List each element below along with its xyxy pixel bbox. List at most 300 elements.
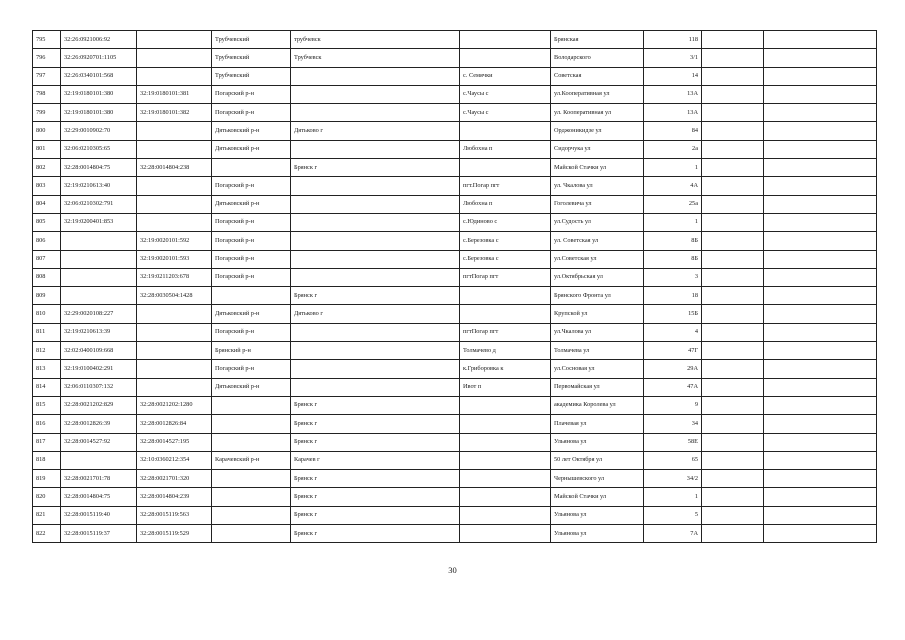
cell-settlement bbox=[460, 396, 551, 414]
cell-extra-2 bbox=[764, 122, 877, 140]
cell-cadastral-number-2 bbox=[137, 31, 212, 49]
cell-district: Погарский р-н bbox=[212, 213, 291, 231]
cell-settlement bbox=[460, 159, 551, 177]
cell-house-number: 25а bbox=[644, 195, 702, 213]
cell-extra-2 bbox=[764, 195, 877, 213]
cell-row-number: 806 bbox=[33, 232, 61, 250]
cell-cadastral-number-2 bbox=[137, 213, 212, 231]
cell-row-number: 805 bbox=[33, 213, 61, 231]
cell-cadastral-number: 32:28:0015119:40 bbox=[61, 506, 137, 524]
table-row bbox=[33, 49, 877, 67]
cell-street: Ульянова ул bbox=[551, 525, 644, 543]
property-table-body bbox=[33, 31, 877, 543]
cell-street: Брянская bbox=[551, 31, 644, 49]
cell-district: Погарский р-н bbox=[212, 104, 291, 122]
table-row bbox=[33, 250, 877, 268]
cell-street: ул. Советская ул bbox=[551, 232, 644, 250]
cell-district: Дятьковский р-н bbox=[212, 122, 291, 140]
cell-district: Погарский р-н bbox=[212, 232, 291, 250]
cell-extra-1 bbox=[702, 305, 764, 323]
cell-row-number: 815 bbox=[33, 396, 61, 414]
cell-district: Трубчевский bbox=[212, 67, 291, 85]
cell-city bbox=[291, 378, 460, 396]
cell-row-number: 818 bbox=[33, 451, 61, 469]
cell-district bbox=[212, 415, 291, 433]
cell-city bbox=[291, 177, 460, 195]
cell-row-number: 796 bbox=[33, 49, 61, 67]
cell-extra-1 bbox=[702, 342, 764, 360]
cell-row-number: 820 bbox=[33, 488, 61, 506]
cell-house-number: 1 bbox=[644, 488, 702, 506]
cell-street: академика Королева ул bbox=[551, 396, 644, 414]
cell-extra-1 bbox=[702, 140, 764, 158]
cell-row-number: 799 bbox=[33, 104, 61, 122]
cell-extra-1 bbox=[702, 31, 764, 49]
cell-cadastral-number: 32:19:0210613:40 bbox=[61, 177, 137, 195]
cell-cadastral-number-2: 32:19:0020101:593 bbox=[137, 250, 212, 268]
cell-extra-1 bbox=[702, 360, 764, 378]
cell-row-number: 809 bbox=[33, 287, 61, 305]
cell-settlement: Любохна п bbox=[460, 140, 551, 158]
cell-cadastral-number-2: 32:19:0211203:678 bbox=[137, 268, 212, 286]
cell-settlement: пгтПогар пгт bbox=[460, 268, 551, 286]
cell-extra-2 bbox=[764, 433, 877, 451]
cell-house-number: 65 bbox=[644, 451, 702, 469]
cell-city bbox=[291, 250, 460, 268]
cell-extra-1 bbox=[702, 287, 764, 305]
cell-street: ул. Кооперативная ул bbox=[551, 104, 644, 122]
table-row bbox=[33, 232, 877, 250]
cell-extra-1 bbox=[702, 177, 764, 195]
cell-settlement: с.Чаусы с bbox=[460, 85, 551, 103]
table-row bbox=[33, 323, 877, 341]
cell-city: Брянск г bbox=[291, 396, 460, 414]
cell-row-number: 803 bbox=[33, 177, 61, 195]
cell-house-number: 34 bbox=[644, 415, 702, 433]
cell-city bbox=[291, 360, 460, 378]
cell-cadastral-number: 32:28:0015119:37 bbox=[61, 525, 137, 543]
cell-row-number: 819 bbox=[33, 470, 61, 488]
table-row bbox=[33, 360, 877, 378]
cell-house-number: 9 bbox=[644, 396, 702, 414]
cell-house-number: 5 bbox=[644, 506, 702, 524]
cell-city: Брянск г bbox=[291, 159, 460, 177]
cell-cadastral-number-2 bbox=[137, 49, 212, 67]
cell-row-number: 814 bbox=[33, 378, 61, 396]
cell-city: Брянск г bbox=[291, 433, 460, 451]
cell-settlement bbox=[460, 287, 551, 305]
cell-extra-2 bbox=[764, 213, 877, 231]
cell-extra-2 bbox=[764, 525, 877, 543]
cell-city: Карачев г bbox=[291, 451, 460, 469]
cell-city bbox=[291, 85, 460, 103]
cell-extra-2 bbox=[764, 177, 877, 195]
cell-cadastral-number: 32:06:0110307:132 bbox=[61, 378, 137, 396]
cell-settlement bbox=[460, 470, 551, 488]
table-row bbox=[33, 433, 877, 451]
cell-house-number: 1 bbox=[644, 159, 702, 177]
cell-cadastral-number-2: 32:19:0180101:381 bbox=[137, 85, 212, 103]
table-row bbox=[33, 396, 877, 414]
cell-row-number: 811 bbox=[33, 323, 61, 341]
cell-extra-1 bbox=[702, 104, 764, 122]
cell-extra-2 bbox=[764, 85, 877, 103]
page-number: 30 bbox=[448, 565, 457, 575]
cell-house-number: 15Б bbox=[644, 305, 702, 323]
cell-house-number: 14 bbox=[644, 67, 702, 85]
cell-district bbox=[212, 506, 291, 524]
cell-extra-2 bbox=[764, 250, 877, 268]
table-row bbox=[33, 378, 877, 396]
cell-settlement bbox=[460, 451, 551, 469]
cell-cadastral-number-2: 32:19:0180101:382 bbox=[137, 104, 212, 122]
cell-cadastral-number-2: 32:28:0012826:84 bbox=[137, 415, 212, 433]
cell-settlement bbox=[460, 31, 551, 49]
cell-cadastral-number: 32:28:0014804:75 bbox=[61, 159, 137, 177]
cell-settlement bbox=[460, 433, 551, 451]
cell-extra-1 bbox=[702, 506, 764, 524]
cell-house-number: 84 bbox=[644, 122, 702, 140]
cell-house-number: 13А bbox=[644, 85, 702, 103]
cell-cadastral-number: 32:19:0210613:39 bbox=[61, 323, 137, 341]
cell-extra-2 bbox=[764, 268, 877, 286]
cell-cadastral-number: 32:28:0012826:39 bbox=[61, 415, 137, 433]
cell-street: Сидорчука ул bbox=[551, 140, 644, 158]
cell-row-number: 812 bbox=[33, 342, 61, 360]
table-row bbox=[33, 488, 877, 506]
cell-settlement: к.Гриборовка к bbox=[460, 360, 551, 378]
cell-extra-2 bbox=[764, 140, 877, 158]
cell-district: Дятьковский р-н bbox=[212, 140, 291, 158]
cell-street: ул.Кооперативная ул bbox=[551, 85, 644, 103]
table-row bbox=[33, 451, 877, 469]
cell-settlement bbox=[460, 122, 551, 140]
cell-cadastral-number: 32:26:0921006:92 bbox=[61, 31, 137, 49]
cell-settlement bbox=[460, 305, 551, 323]
cell-extra-2 bbox=[764, 104, 877, 122]
cell-street: Володарского bbox=[551, 49, 644, 67]
cell-settlement: с.Березовка с bbox=[460, 232, 551, 250]
cell-city: Брянск г bbox=[291, 506, 460, 524]
cell-settlement: с. Семячки bbox=[460, 67, 551, 85]
cell-district: Погарский р-н bbox=[212, 250, 291, 268]
cell-extra-1 bbox=[702, 323, 764, 341]
cell-street: Советская bbox=[551, 67, 644, 85]
cell-cadastral-number: 32:28:0014804:75 bbox=[61, 488, 137, 506]
cell-city bbox=[291, 140, 460, 158]
cell-house-number: 18 bbox=[644, 287, 702, 305]
cell-cadastral-number-2: 32:28:0014527:195 bbox=[137, 433, 212, 451]
cell-extra-2 bbox=[764, 378, 877, 396]
cell-cadastral-number-2 bbox=[137, 67, 212, 85]
cell-extra-2 bbox=[764, 323, 877, 341]
cell-house-number: 3/1 bbox=[644, 49, 702, 67]
cell-cadastral-number-2: 32:19:0020101:592 bbox=[137, 232, 212, 250]
cell-extra-1 bbox=[702, 525, 764, 543]
cell-settlement: с.Березовка с bbox=[460, 250, 551, 268]
cell-city: Трубчевск bbox=[291, 49, 460, 67]
cell-district: Трубчевский bbox=[212, 31, 291, 49]
cell-street: ул.Октябрьская ул bbox=[551, 268, 644, 286]
cell-row-number: 808 bbox=[33, 268, 61, 286]
cell-cadastral-number-2 bbox=[137, 342, 212, 360]
cell-row-number: 821 bbox=[33, 506, 61, 524]
cell-district: Погарский р-н bbox=[212, 323, 291, 341]
cell-house-number: 47А bbox=[644, 378, 702, 396]
cell-district: Дятьковский р-н bbox=[212, 378, 291, 396]
cell-city bbox=[291, 195, 460, 213]
cell-cadastral-number bbox=[61, 451, 137, 469]
cell-settlement bbox=[460, 415, 551, 433]
cell-cadastral-number-2 bbox=[137, 122, 212, 140]
cell-district: Погарский р-н bbox=[212, 268, 291, 286]
cell-row-number: 817 bbox=[33, 433, 61, 451]
cell-street: ул.Судость ул bbox=[551, 213, 644, 231]
cell-city: Дятьково г bbox=[291, 305, 460, 323]
cell-row-number: 801 bbox=[33, 140, 61, 158]
cell-house-number: 1 bbox=[644, 213, 702, 231]
cell-city: трубчевск bbox=[291, 31, 460, 49]
cell-extra-2 bbox=[764, 488, 877, 506]
table-row bbox=[33, 31, 877, 49]
cell-district: Погарский р-н bbox=[212, 85, 291, 103]
cell-settlement: Любохна п bbox=[460, 195, 551, 213]
table-row bbox=[33, 470, 877, 488]
table-row bbox=[33, 177, 877, 195]
cell-cadastral-number-2: 32:28:0030504:1428 bbox=[137, 287, 212, 305]
property-table bbox=[32, 30, 877, 543]
table-row bbox=[33, 195, 877, 213]
cell-city bbox=[291, 67, 460, 85]
cell-extra-2 bbox=[764, 49, 877, 67]
cell-cadastral-number bbox=[61, 268, 137, 286]
table-row bbox=[33, 140, 877, 158]
cell-cadastral-number-2 bbox=[137, 177, 212, 195]
cell-row-number: 810 bbox=[33, 305, 61, 323]
cell-row-number: 822 bbox=[33, 525, 61, 543]
cell-extra-1 bbox=[702, 85, 764, 103]
cell-extra-2 bbox=[764, 305, 877, 323]
cell-settlement bbox=[460, 488, 551, 506]
cell-district: Трубчевский bbox=[212, 49, 291, 67]
cell-district: Погарский р-н bbox=[212, 360, 291, 378]
cell-row-number: 795 bbox=[33, 31, 61, 49]
cell-street: Первомайская ул bbox=[551, 378, 644, 396]
cell-house-number: 8Б bbox=[644, 232, 702, 250]
cell-street: Брянского Фронта ул bbox=[551, 287, 644, 305]
cell-street: Ульянова ул bbox=[551, 433, 644, 451]
cell-street: ул.Сосновая ул bbox=[551, 360, 644, 378]
cell-cadastral-number: 32:19:0200401:853 bbox=[61, 213, 137, 231]
cell-street: Майской Стачки ул bbox=[551, 159, 644, 177]
cell-extra-2 bbox=[764, 451, 877, 469]
cell-settlement: пгтПогар пгт bbox=[460, 323, 551, 341]
cell-street: ул.Чкалова ул bbox=[551, 323, 644, 341]
cell-house-number: 13А bbox=[644, 104, 702, 122]
cell-row-number: 813 bbox=[33, 360, 61, 378]
cell-cadastral-number-2: 32:28:0021202:1280 bbox=[137, 396, 212, 414]
cell-row-number: 816 bbox=[33, 415, 61, 433]
cell-extra-1 bbox=[702, 378, 764, 396]
cell-extra-1 bbox=[702, 122, 764, 140]
cell-house-number: 4 bbox=[644, 323, 702, 341]
cell-cadastral-number bbox=[61, 250, 137, 268]
cell-extra-1 bbox=[702, 396, 764, 414]
cell-settlement bbox=[460, 525, 551, 543]
cell-city bbox=[291, 268, 460, 286]
cell-row-number: 800 bbox=[33, 122, 61, 140]
cell-city: Брянск г bbox=[291, 488, 460, 506]
table-row bbox=[33, 85, 877, 103]
cell-house-number: 34/2 bbox=[644, 470, 702, 488]
cell-cadastral-number bbox=[61, 287, 137, 305]
cell-city: Брянск г bbox=[291, 470, 460, 488]
cell-street: 50 лет Октября ул bbox=[551, 451, 644, 469]
cell-district: Дятьковский р-н bbox=[212, 305, 291, 323]
cell-extra-1 bbox=[702, 268, 764, 286]
cell-cadastral-number-2: 32:28:0014804:238 bbox=[137, 159, 212, 177]
cell-house-number: 58Е bbox=[644, 433, 702, 451]
cell-extra-1 bbox=[702, 488, 764, 506]
cell-settlement: Толмачево д bbox=[460, 342, 551, 360]
cell-street: Ульянова ул bbox=[551, 506, 644, 524]
cell-street: Орджоникидзе ул bbox=[551, 122, 644, 140]
cell-cadastral-number: 32:29:0010902:70 bbox=[61, 122, 137, 140]
cell-settlement: с.Чаусы с bbox=[460, 104, 551, 122]
cell-house-number: 29А bbox=[644, 360, 702, 378]
cell-cadastral-number bbox=[61, 232, 137, 250]
cell-cadastral-number: 32:26:0920701:1105 bbox=[61, 49, 137, 67]
cell-city bbox=[291, 342, 460, 360]
table-row bbox=[33, 287, 877, 305]
cell-extra-1 bbox=[702, 250, 764, 268]
table-row bbox=[33, 159, 877, 177]
cell-city bbox=[291, 232, 460, 250]
cell-street: Гоголевича ул bbox=[551, 195, 644, 213]
cell-extra-2 bbox=[764, 506, 877, 524]
cell-city: Брянск г bbox=[291, 525, 460, 543]
table-row bbox=[33, 525, 877, 543]
cell-cadastral-number-2 bbox=[137, 378, 212, 396]
cell-cadastral-number: 32:19:0100402:291 bbox=[61, 360, 137, 378]
cell-cadastral-number: 32:28:0021202:829 bbox=[61, 396, 137, 414]
cell-settlement bbox=[460, 506, 551, 524]
cell-settlement: Ивот п bbox=[460, 378, 551, 396]
cell-extra-1 bbox=[702, 159, 764, 177]
table-row bbox=[33, 415, 877, 433]
cell-cadastral-number: 32:28:0021701:78 bbox=[61, 470, 137, 488]
cell-row-number: 797 bbox=[33, 67, 61, 85]
cell-district: Погарский р-н bbox=[212, 177, 291, 195]
cell-extra-2 bbox=[764, 159, 877, 177]
cell-district: Брянский р-н bbox=[212, 342, 291, 360]
cell-cadastral-number-2 bbox=[137, 323, 212, 341]
cell-house-number: 7А bbox=[644, 525, 702, 543]
cell-extra-1 bbox=[702, 49, 764, 67]
cell-city: Дятьково г bbox=[291, 122, 460, 140]
cell-cadastral-number-2: 32:28:0014804:239 bbox=[137, 488, 212, 506]
cell-district bbox=[212, 287, 291, 305]
cell-extra-2 bbox=[764, 360, 877, 378]
cell-house-number: 3 bbox=[644, 268, 702, 286]
table-row bbox=[33, 342, 877, 360]
cell-house-number: 4А bbox=[644, 177, 702, 195]
cell-extra-1 bbox=[702, 415, 764, 433]
cell-district bbox=[212, 488, 291, 506]
table-row bbox=[33, 213, 877, 231]
cell-cadastral-number-2: 32:10:0360212:354 bbox=[137, 451, 212, 469]
cell-cadastral-number-2 bbox=[137, 360, 212, 378]
cell-street: ул. Чкалова ул bbox=[551, 177, 644, 195]
table-row bbox=[33, 122, 877, 140]
cell-extra-2 bbox=[764, 396, 877, 414]
table-row bbox=[33, 268, 877, 286]
cell-street: Майской Стачки ул bbox=[551, 488, 644, 506]
cell-settlement: пгт.Погар пгт bbox=[460, 177, 551, 195]
cell-cadastral-number-2: 32:28:0015119:529 bbox=[137, 525, 212, 543]
cell-extra-1 bbox=[702, 433, 764, 451]
cell-row-number: 802 bbox=[33, 159, 61, 177]
cell-settlement bbox=[460, 49, 551, 67]
cell-city bbox=[291, 104, 460, 122]
cell-house-number: 118 bbox=[644, 31, 702, 49]
cell-cadastral-number: 32:19:0180101:380 bbox=[61, 85, 137, 103]
cell-street: Крупской ул bbox=[551, 305, 644, 323]
cell-cadastral-number: 32:19:0180101:380 bbox=[61, 104, 137, 122]
cell-district bbox=[212, 159, 291, 177]
cell-city: Брянск г bbox=[291, 415, 460, 433]
cell-extra-1 bbox=[702, 470, 764, 488]
cell-district bbox=[212, 433, 291, 451]
cell-street: ул.Советская ул bbox=[551, 250, 644, 268]
cell-cadastral-number: 32:26:0340101:568 bbox=[61, 67, 137, 85]
cell-cadastral-number: 32:06:0210305:65 bbox=[61, 140, 137, 158]
cell-extra-2 bbox=[764, 232, 877, 250]
cell-street: Толмачева ул bbox=[551, 342, 644, 360]
cell-cadastral-number-2 bbox=[137, 140, 212, 158]
cell-district: Карачевский р-н bbox=[212, 451, 291, 469]
cell-city: Брянск г bbox=[291, 287, 460, 305]
cell-city bbox=[291, 323, 460, 341]
cell-row-number: 804 bbox=[33, 195, 61, 213]
cell-city bbox=[291, 213, 460, 231]
cell-extra-2 bbox=[764, 287, 877, 305]
table-row bbox=[33, 104, 877, 122]
cell-extra-2 bbox=[764, 470, 877, 488]
cell-cadastral-number: 32:29:0020108:227 bbox=[61, 305, 137, 323]
cell-district bbox=[212, 396, 291, 414]
cell-house-number: 8Б bbox=[644, 250, 702, 268]
cell-extra-1 bbox=[702, 67, 764, 85]
cell-street: Чернышевского ул bbox=[551, 470, 644, 488]
cell-house-number: 47Г bbox=[644, 342, 702, 360]
cell-house-number: 2а bbox=[644, 140, 702, 158]
cell-row-number: 807 bbox=[33, 250, 61, 268]
cell-cadastral-number-2 bbox=[137, 305, 212, 323]
cell-cadastral-number-2 bbox=[137, 195, 212, 213]
cell-extra-2 bbox=[764, 342, 877, 360]
cell-district bbox=[212, 470, 291, 488]
cell-street: Плачевая ул bbox=[551, 415, 644, 433]
table-row bbox=[33, 305, 877, 323]
cell-cadastral-number-2: 32:28:0015119:563 bbox=[137, 506, 212, 524]
table-row bbox=[33, 506, 877, 524]
cell-extra-1 bbox=[702, 451, 764, 469]
table-row bbox=[33, 67, 877, 85]
cell-cadastral-number: 32:06:0210302:791 bbox=[61, 195, 137, 213]
cell-district bbox=[212, 525, 291, 543]
cell-extra-2 bbox=[764, 31, 877, 49]
